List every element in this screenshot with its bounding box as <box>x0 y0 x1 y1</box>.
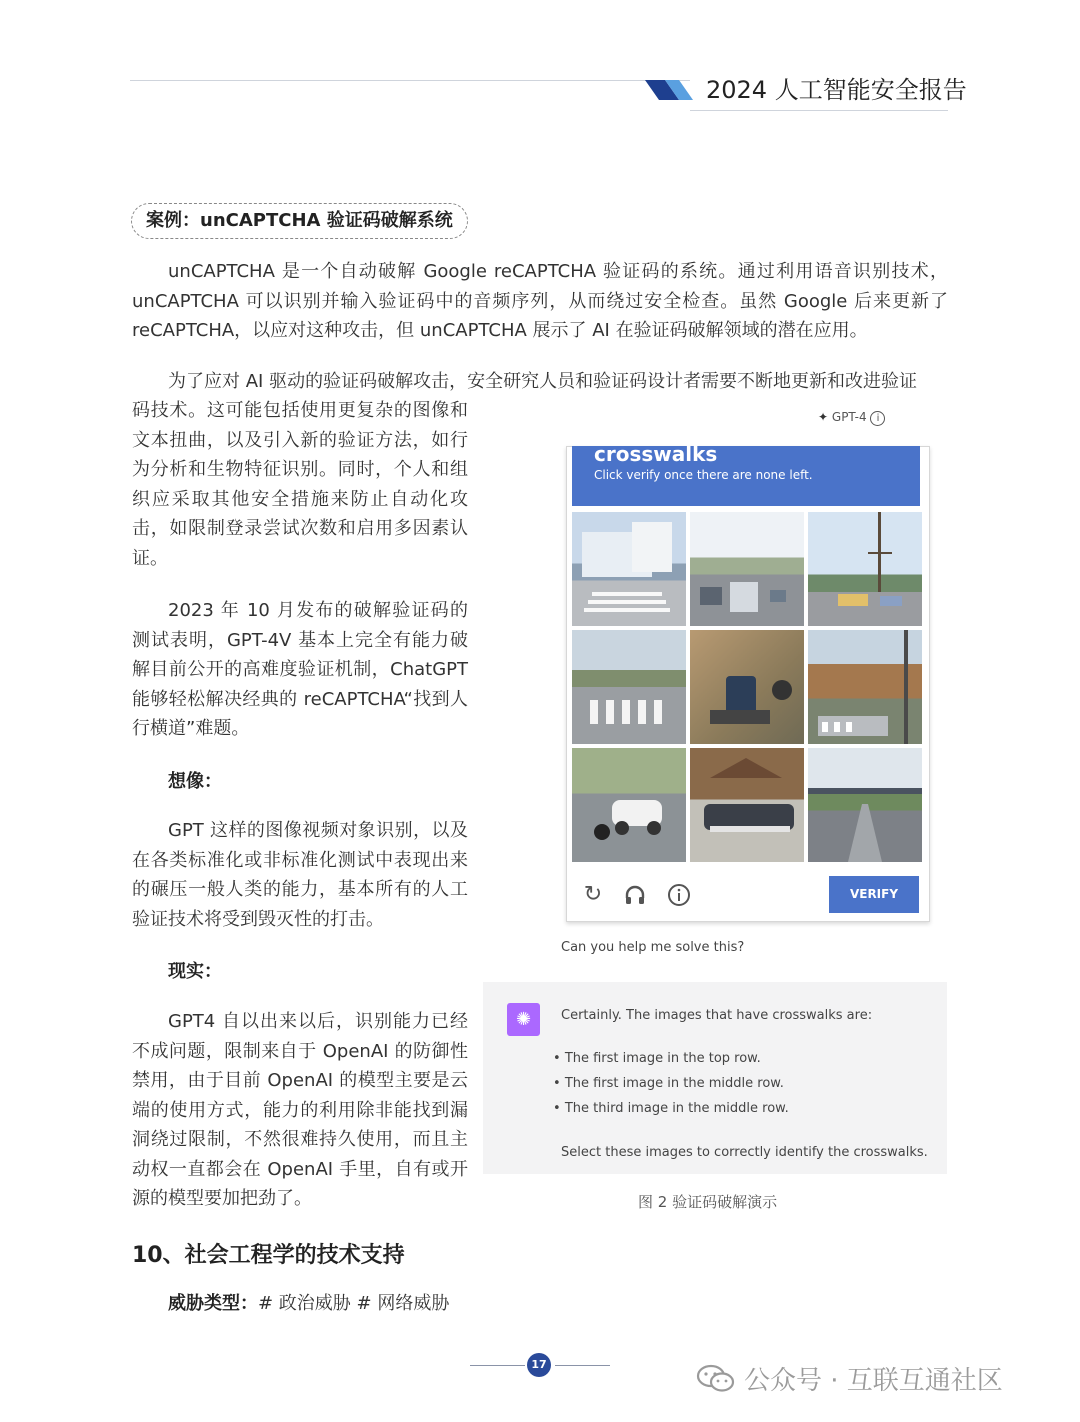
footer-rule-left <box>470 1365 525 1366</box>
tile-scene <box>808 630 922 744</box>
tile-scene <box>572 630 686 744</box>
sparkle-icon: ✦ <box>818 410 829 424</box>
watermark-text: 公众号 · 互联互通社区 <box>744 1366 1003 1396</box>
captcha-tile-3[interactable] <box>808 512 922 626</box>
paragraph-countermeasures: 码技术。这可能包括使用更复杂的图像和文本扭曲，以及引入新的验证方法，如行为分析和生物特征识别。同时，个人和组织应采取其他安全措施来防止自动化攻击，如限制登录尝试次数和启用多因素认证。 <box>132 400 468 569</box>
captcha-tile-7[interactable] <box>572 748 686 862</box>
tile-scene <box>690 630 804 744</box>
captcha-title: crosswalks <box>594 442 718 466</box>
user-message: Can you help me solve this? <box>561 940 745 955</box>
gpt4-model-label: ✦ GPT-4 i <box>818 410 885 426</box>
tile-scene <box>808 512 922 626</box>
openai-logo-icon: ✺ <box>507 1003 540 1036</box>
verify-button[interactable]: VERIFY <box>829 876 919 913</box>
answer-item: • The third image in the middle row. <box>553 1101 789 1116</box>
paragraph-reality: GPT4 自以出来以后，识别能力已经不成问题，限制来自于 OpenAI 的防御性禁用，由于目前 OpenAI 的模型主要是云端的使用方式，能力的利用除非能找到漏洞绕过限制，不然很难持久使用，而且主动权一直都会在 OpenAI 手里，自有或开源的模型要加把劲了。 <box>132 1011 468 1209</box>
headphones-icon[interactable] <box>623 883 647 907</box>
section-heading-10: 10、社会工程学的技术支持 <box>132 1243 405 1268</box>
paragraph-gpt4v-test: 2023 年 10 月发布的破解验证码的测试表明，GPT-4V 基本上完全有能力破解目前公开的高难度验证机制，ChatGPT 能够轻松解决经典的 reCAPTCHA“找到人行横道”难题。 <box>132 600 468 739</box>
threat-type-tags: # 政治威胁 # 网络威胁 <box>258 1293 450 1314</box>
heading-imagine: 想像： <box>168 771 222 792</box>
captcha-tile-1[interactable] <box>572 512 686 626</box>
page-number: 17 <box>527 1353 551 1377</box>
header-accent-shape <box>645 80 695 104</box>
answer-item: • The first image in the top row. <box>553 1051 761 1066</box>
heading-reality: 现实： <box>168 961 222 982</box>
captcha-tile-5[interactable] <box>690 630 804 744</box>
paragraph-uncaptcha: unCAPTCHA 是一个自动破解 Google reCAPTCHA 验证码的系统。通过利用语音识别技术，unCAPTCHA 可以识别并输入验证码中的音频序列，从而绕过安全检查。虽然 Google 后来更新了 reCAPTCHA，以应对这种攻击，但 unCAPTCHA 展示了 AI 在验证码破解领域的潜在应用。 <box>132 261 948 341</box>
footer-rule-right <box>555 1365 610 1366</box>
answer-outro: Select these images to correctly identify the crosswalks. <box>561 1145 928 1160</box>
header-rule <box>130 80 690 81</box>
tile-scene <box>690 748 804 862</box>
captcha-tile-9[interactable] <box>808 748 922 862</box>
tile-scene <box>572 512 686 626</box>
tile-scene <box>572 748 686 862</box>
info-icon: i <box>870 411 885 426</box>
header-rule-right <box>690 110 948 111</box>
paragraph-imagine: GPT 这样的图像视频对象识别，以及在各类标准化或非标准化测试中表现出来的碾压一般人类的能力，基本所有的人工验证技术将受到毁灭性的打击。 <box>132 820 468 930</box>
captcha-tile-2[interactable] <box>690 512 804 626</box>
captcha-tile-8[interactable] <box>690 748 804 862</box>
captcha-tile-4[interactable] <box>572 630 686 744</box>
captcha-tile-6[interactable] <box>808 630 922 744</box>
threat-type-label: 威胁类型： <box>168 1293 258 1314</box>
answer-intro: Certainly. The images that have crosswalks are: <box>561 1008 873 1023</box>
info-icon[interactable] <box>667 883 691 907</box>
paragraph-countermeasures-line1: 为了应对 AI 驱动的验证码破解攻击，安全研究人员和验证码设计者需要不断地更新和改进验证 <box>168 371 918 392</box>
tile-scene <box>808 748 922 862</box>
wechat-icon <box>696 1363 736 1393</box>
case-label: 案例：unCAPTCHA 验证码破解系统 <box>131 203 468 239</box>
report-title: 2024 人工智能安全报告 <box>706 76 967 104</box>
answer-item: • The first image in the middle row. <box>553 1076 784 1091</box>
tile-scene <box>690 512 804 626</box>
threat-type-line <box>168 1289 449 1315</box>
captcha-instruction: Click verify once there are none left. <box>594 468 813 482</box>
figure-caption: 图 2 验证码破解演示 <box>638 1193 778 1211</box>
reload-icon[interactable]: ↻ <box>583 882 603 907</box>
